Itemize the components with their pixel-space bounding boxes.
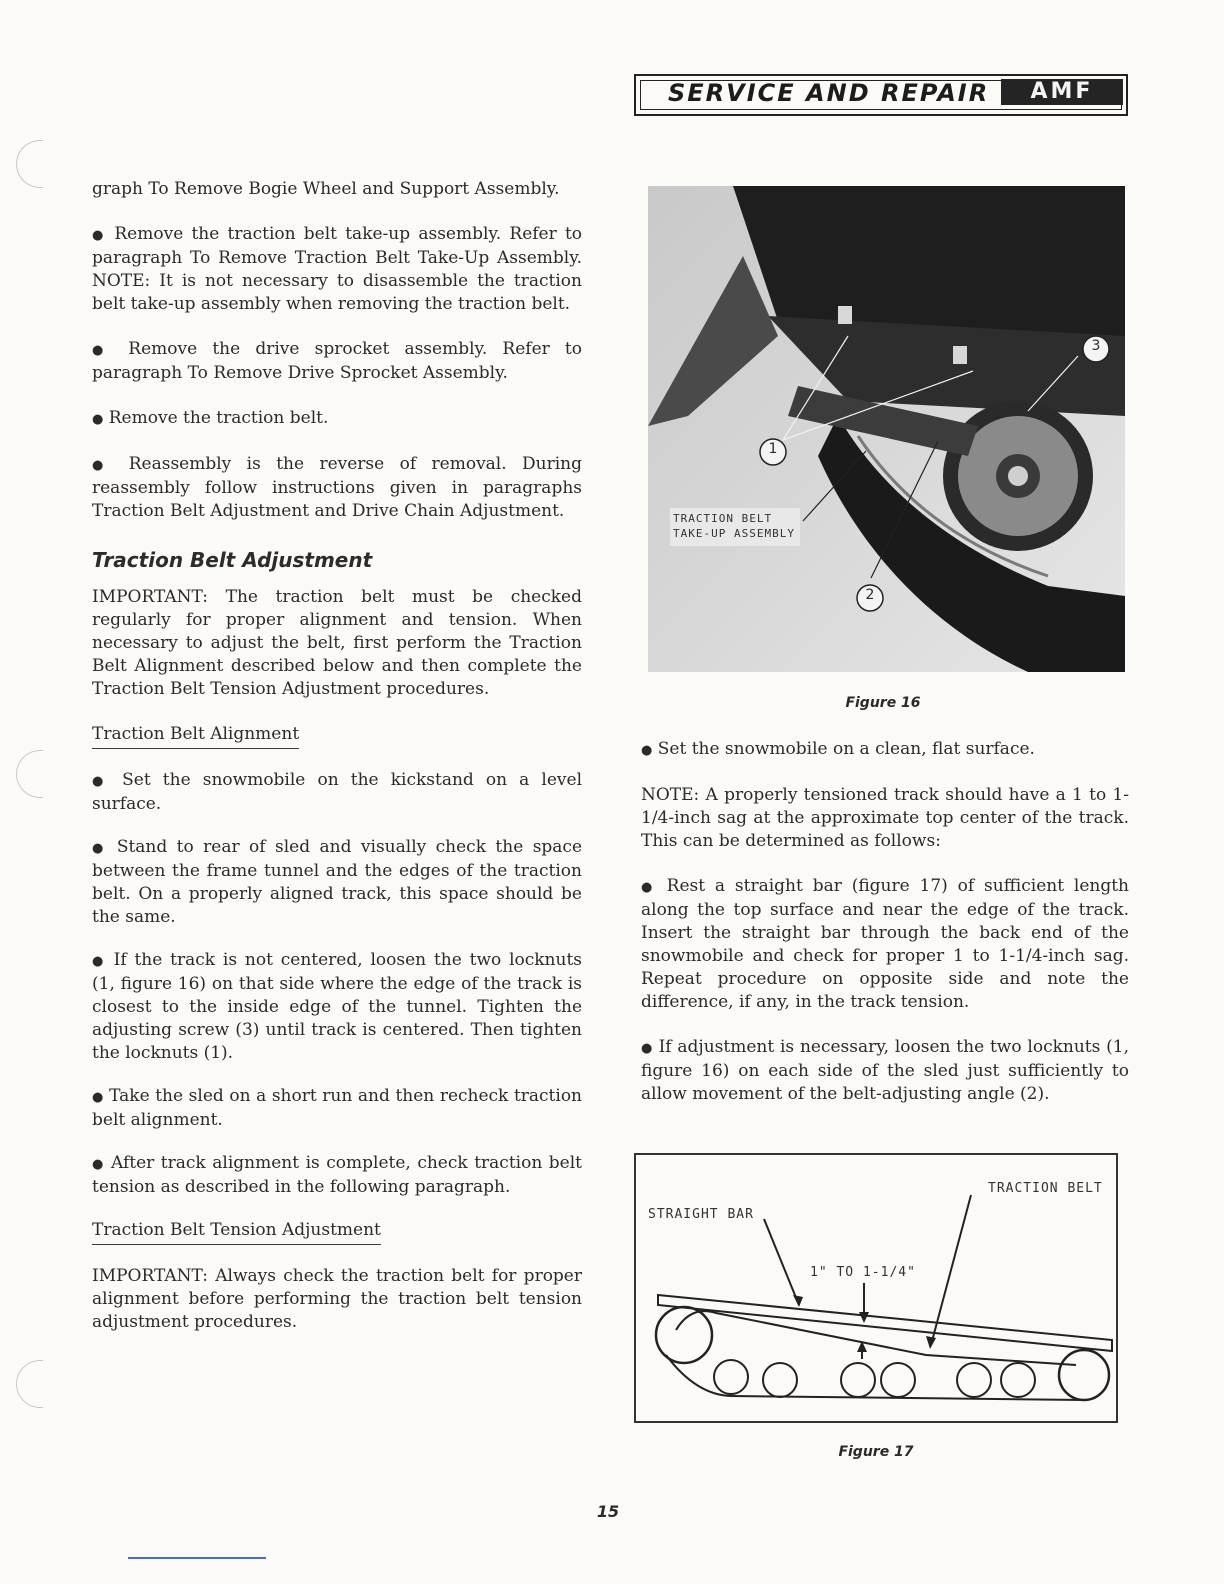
bullet-icon: ● [92,228,107,243]
subheading-tension: Traction Belt Tension Adjustment [92,1219,582,1245]
subheading-alignment: Traction Belt Alignment [92,723,582,749]
list-item: ● If the track is not centered, loosen the two locknuts (1, figure 16) on that side where the edge of the track is closest to the inside edge of the tunnel. Tighten the adjusting screw (3) until track is centered. Then tighten the locknuts (1). [92,950,583,1063]
sag-label: 1" TO 1-1/4" [810,1265,916,1280]
punch-hole-mark [16,140,43,188]
note-paragraph: NOTE: A properly tensioned track should have a 1 to 1-1/4-inch sag at the approximate top center of the track. This can be determined as follows: [641,785,1129,851]
bullet-icon: ● [92,1157,105,1172]
figure-16-caption: Figure 16 [845,695,921,711]
figure-16-photo [648,186,1125,672]
right-column [641,738,1129,1106]
continuation-paragraph: graph To Remove Bogie Wheel and Support Assembly. [92,179,560,199]
list-item: ● Stand to rear of sled and visually check the space between the frame tunnel and the edges of the traction belt. On a properly aligned track, this space should be the same. [92,837,583,927]
list-item: ● Set the snowmobile on a clean, flat surface. [641,739,1035,759]
important-paragraph: IMPORTANT: Always check the traction belt for proper alignment before performing the traction belt tension adjustment procedures. [92,1266,582,1332]
section-banner [634,74,1128,116]
list-item: ● Remove the drive sprocket assembly. Refer to paragraph To Remove Drive Sprocket Assembly. [92,339,583,383]
callout-2: 2 [865,587,875,603]
bullet-icon: ● [92,412,104,427]
important-paragraph: IMPORTANT: The traction belt must be checked regularly for proper alignment and tension. When necessary to adjust the belt, first perform the Traction Belt Alignment described below and then complete the Traction Belt Tension Adjustment procedures. [92,587,582,699]
amf-logo: AMF [1001,79,1123,105]
bullet-icon: ● [92,1090,104,1105]
take-up-label: TRACTION BELT TAKE-UP ASSEMBLY [673,512,795,540]
bullet-icon: ● [92,774,111,789]
bullet-icon: ● [92,343,114,358]
list-item: ● Remove the traction belt take-up assembly. Refer to paragraph To Remove Traction Belt Take-Up Assembly. NOTE: It is not necessary to disassemble the traction belt take-up assembly when removing the traction belt. [92,224,583,314]
list-item: ● Rest a straight bar (figure 17) of sufficient length along the top surface and near the edge of the track. Insert the straight bar through the back end of the snowmobile and check for proper 1 to 1-1/4-inch sag. Repeat procedure on opposite side and note the difference, if any, in the track tension. [641,876,1129,1012]
straight-bar-label: STRAIGHT BAR [648,1207,754,1222]
list-item: ● Set the snowmobile on the kickstand on a level surface. [92,770,583,814]
list-item: ● Reassembly is the reverse of removal. During reassembly follow instructions given in paragraphs Traction Belt Adjustment and Drive Chain Adjustment. [92,454,583,521]
bullet-icon: ● [92,841,108,856]
traction-belt-label: TRACTION BELT [988,1181,1103,1196]
bullet-icon: ● [641,880,657,895]
figure-17-diagram [634,1153,1118,1423]
callout-3: 3 [1091,338,1101,354]
callout-1: 1 [768,441,778,457]
list-item: ● Take the sled on a short run and then recheck traction belt alignment. [92,1086,583,1130]
bullet-icon: ● [641,1041,653,1056]
punch-hole-mark [16,750,43,798]
page-number: 15 [596,1502,620,1521]
left-column [92,178,582,1334]
bullet-icon: ● [92,458,114,473]
banner-title: SERVICE AND REPAIR [668,79,990,107]
bullet-icon: ● [92,954,106,969]
figure-17-caption: Figure 17 [838,1444,914,1460]
footer-rule [128,1557,266,1559]
list-item: ● Remove the traction belt. [92,408,329,428]
section-heading: Traction Belt Adjustment [92,548,373,572]
list-item: ● If adjustment is necessary, loosen the two locknuts (1, figure 16) on each side of the sled just sufficiently to allow movement of the belt-adjusting angle (2). [641,1037,1130,1104]
punch-hole-mark [16,1360,43,1408]
bullet-icon: ● [641,743,653,758]
list-item: ● After track alignment is complete, check traction belt tension as described in the following paragraph. [92,1153,583,1197]
